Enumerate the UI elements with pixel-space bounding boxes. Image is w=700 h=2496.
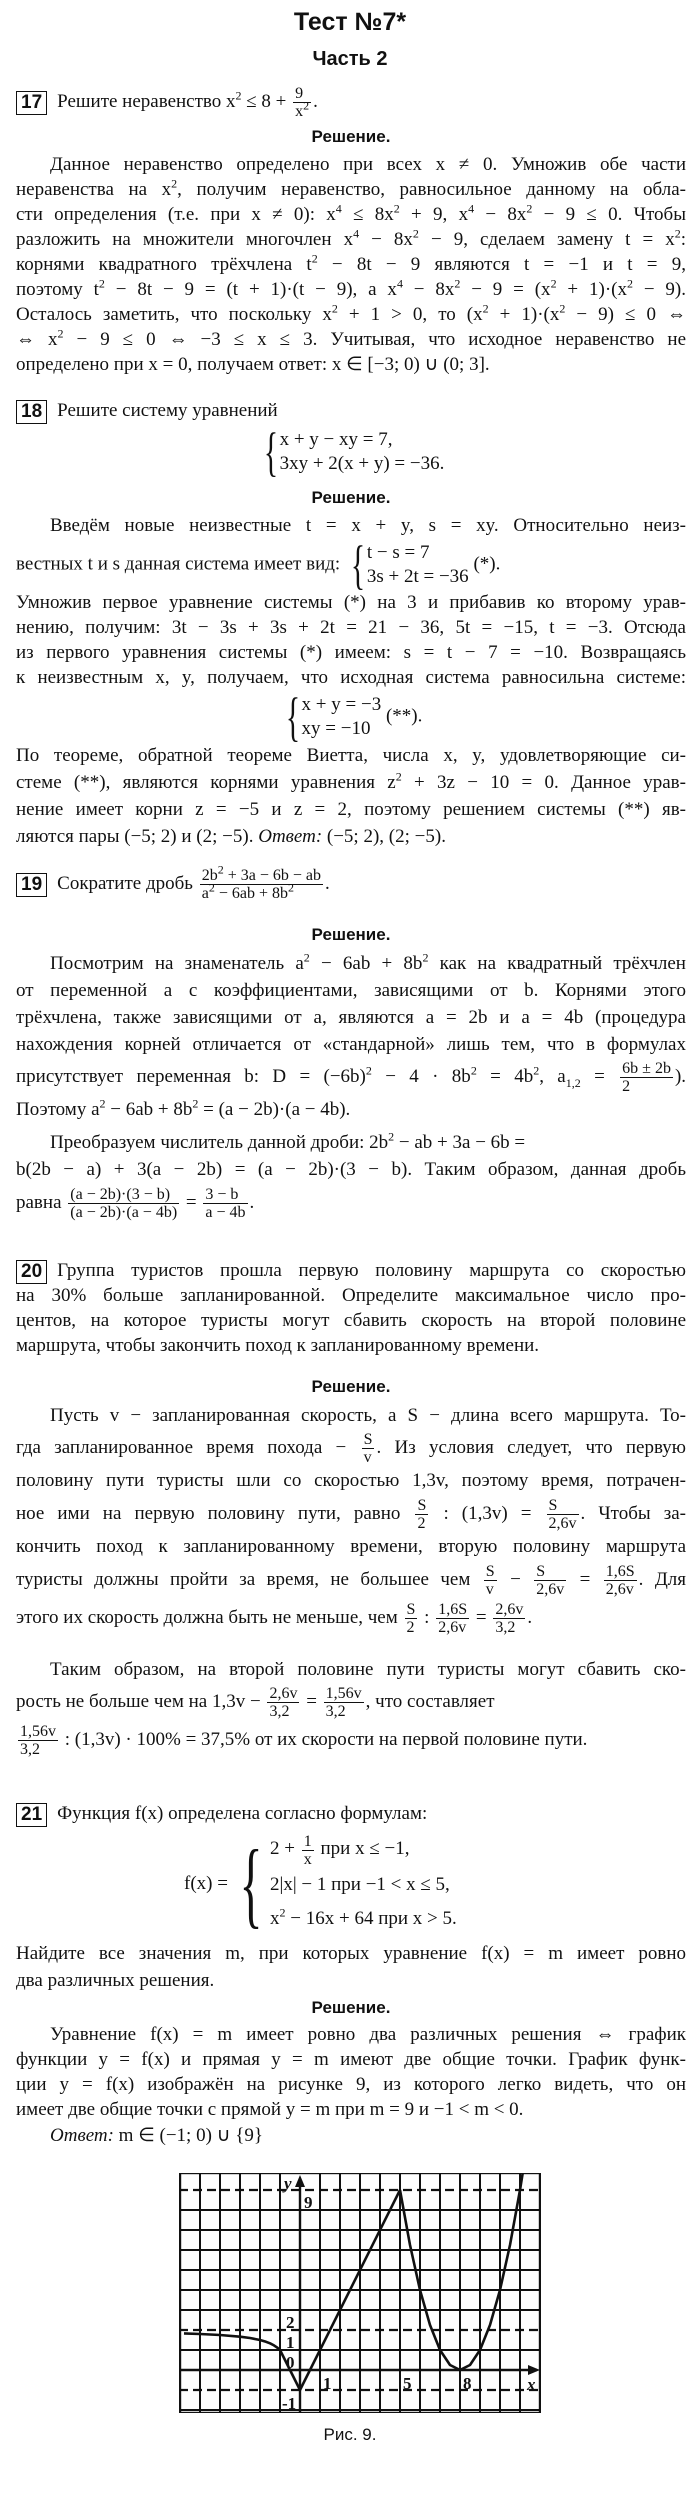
problem-statement: Сократите дробь $\frac{2b^2 + 3a - 6b - ab}{a^2 - 6ab + 8b^2}$ . — [57, 862, 330, 903]
brace-icon: { — [285, 687, 300, 747]
solution-line: $\frac{1,56v}{3,2}$ : (1,3v) · 100% = 37,5% от их скорости на первой половине пути. — [20, 1723, 588, 1759]
x-tick-label: 5 — [403, 2374, 412, 2393]
solution-line: Уравнение f(x) = m имеет ровно два различных решения ⇔ график — [50, 2024, 686, 2045]
solution-line: половину пути туристы шли со скоростью 1,3v, поэтому время, потрачен- — [16, 1470, 686, 1491]
problem-statement-line: на 30% больше запланированной. Определите максимальное число про- — [16, 1285, 686, 1306]
function-curve — [184, 2333, 280, 2350]
question-line: Найдите все значения m, при которых уравнение f(x) = m имеет ровно — [16, 1943, 686, 1964]
problem-17-header — [16, 82, 686, 122]
piecewise-row: 2|x| − 1 при −1 < x ≤ 5, — [270, 1873, 450, 1895]
solution-line: присутствует переменная b: $D = (-6b)^2 - 4 \cdot 8b^2 = 4b^2$, $a_{1,2}$ = $\frac{6b \pm 2b}{2}$ ). — [16, 1060, 687, 1096]
problem-statement: Группа туристов прошла первую половину маршрута со скоростью — [57, 1260, 686, 1281]
system-label: (**). — [385, 705, 423, 727]
solution-heading: Решение. — [311, 488, 391, 507]
problem-21 — [16, 1800, 686, 2150]
solution-line: Поэтому $a^2 - 6ab + 8b^2 = (a - 2b)\cdot(a - 4b)$. — [16, 1096, 351, 1120]
line-text: вестных t и s данная система имеет вид: — [16, 553, 341, 575]
fraction: $\frac{S}{v}$ — [485, 1563, 495, 1599]
solution-line: нению, получим: 3t − 3s + 3s + 2t = 21 − 36, 5t = −15, t = −3. Отсюда — [16, 617, 686, 638]
solution-line: трёхчлена, также зависящими от a, являются a = 2b и a = 4b (процедура — [16, 1007, 686, 1028]
system-row: x + y = −3 — [301, 694, 382, 715]
problem-21-header — [16, 1800, 686, 1828]
solution-line: ляются пары (−5; 2) и (2; −5). Ответ: (−5; 2), (2; −5). — [16, 826, 446, 847]
test-title: Тест №7* — [293, 8, 407, 36]
solution-heading: Решение. — [311, 925, 391, 944]
system-row: 3s + 2t = −36 — [366, 566, 469, 587]
solution-line: нахождения корней отличается от «стандарной» лишь тем, что в формулах — [16, 1034, 686, 1055]
solution-line: Введём новые неизвестные t = x + y, s = xy. Относительно неиз- — [50, 515, 686, 536]
y-tick-label: 0 — [286, 2353, 295, 2372]
solution-line: функции y = f(x) и прямая y = m имеют две общие точки. График функ- — [16, 2049, 686, 2070]
solution-line: Осталось заметить, что поскольку $x^2 + 1 > 0$, то $(x^2 + 1)\cdot(x^2 - 9) \le 0$ ⇔ — [16, 301, 686, 325]
solution-line: гда запланированное время похода − $\frac{S}{v}$ . Из условия следует, что первую — [16, 1431, 686, 1467]
fraction: $\frac{S}{2}$ — [406, 1601, 416, 1637]
solution-line: Преобразуем числитель данной дроби: $2b^2$ − ab + 3a − 6b = — [50, 1129, 526, 1153]
function-curve — [400, 2173, 523, 2370]
fraction: $\frac{9}{x^2}$ — [295, 85, 310, 121]
problem-statement-line: маршрута, чтобы закончить поход к запланированному времени. — [16, 1335, 540, 1356]
y-tick-label: -1 — [282, 2394, 297, 2413]
solution-line: определено при x = 0, получаем ответ: x ∈ [−3; 0) ∪ (0; 3]. — [16, 354, 490, 375]
fraction: $\frac{S}{2,6v}$ — [548, 1497, 577, 1533]
fraction: $\frac{6b \pm 2b}{2}$ — [622, 1060, 671, 1096]
problem-statement: Решите систему уравнений — [57, 400, 278, 421]
equation-system — [16, 422, 686, 483]
problem-number: 21 — [16, 1803, 47, 1827]
problem-statement-line — [16, 1258, 686, 1283]
problem-statement: Решите неравенство $x^2 \le 8$ + $\frac{9}{x^2}$ . — [57, 85, 318, 121]
solution-line: от переменной a с коэффициентами, зависящими от b. Корнями этого — [16, 980, 686, 1001]
problem-statement-line: центов, на которое туристы могут сбавить скорость на второй половине — [16, 1310, 686, 1331]
fraction: $\frac{1,6S}{2,6v}$ — [605, 1563, 635, 1599]
fraction: $\frac{1}{x}$ — [303, 1832, 312, 1868]
fraction: $\frac{3 - b}{a - 4b}$ — [205, 1186, 246, 1222]
y-tick-label: 1 — [286, 2333, 295, 2352]
piecewise-function — [16, 1828, 686, 1940]
solution-line: По теореме, обратной теореме Виетта, числа x, y, удовлетворяющие си- — [16, 745, 686, 766]
solution-line: к неизвестным x, y, получаем, что исходная система равносильна системе: — [16, 667, 686, 688]
solution-line: имеет две общие точки с прямой y = m при m = 9 и −1 < m < 0. — [16, 2099, 524, 2120]
solution-heading: Решение. — [311, 127, 391, 146]
brace-icon: { — [350, 535, 366, 595]
solution-line: туристы должны пройти за время, не большее чем $\frac{S}{v}$ − $\frac{S}{2,6v}$ = $\frac{1,6S}{2,6v}$ . Для — [16, 1563, 686, 1599]
solution-line: Данное неравенство определено при всех x ≠ 0. Умножив обе части — [50, 154, 686, 175]
fraction: $\frac{1,56v}{3,2}$ — [325, 1685, 362, 1721]
problem-19-header — [16, 862, 686, 920]
solution-line: ции y = f(x) изображён на рисунке 9, из которого легко видеть, что он — [16, 2074, 686, 2095]
problem-17 — [16, 82, 686, 377]
system-label: (*). — [473, 553, 501, 575]
system-row: x + y − xy = 7, — [279, 429, 393, 450]
function-graph — [179, 2173, 541, 2413]
fraction: $\frac{(a - 2b)\cdot(3 - b)}{(a - 2b)\cdot(a - 4b)}$ — [70, 1186, 178, 1222]
piecewise-row: 2 + $\frac{1}{x}$ при x ≤ −1, — [270, 1832, 410, 1868]
x-tick-label: 8 — [463, 2374, 472, 2393]
problem-20 — [16, 1258, 686, 1760]
fraction: $\frac{1,6S}{2,6v}$ — [438, 1601, 468, 1637]
solution-line: Умножив первое уравнение системы (*) на 3 и прибавив ко второму урав- — [16, 592, 686, 613]
brace-icon: { — [263, 422, 278, 482]
problem-18-header — [16, 397, 686, 425]
y-tick-label: 2 — [286, 2313, 295, 2332]
problem-number: 17 — [16, 91, 47, 115]
answer-line: Ответ: m ∈ (−1; 0) ∪ {9} — [50, 2125, 264, 2146]
fraction: $\frac{2,6v}{3,2}$ — [495, 1601, 524, 1637]
solution-line: сти определения (т.е. при x ≠ 0): $x^4 \le 8x^2 + 9$, $x^4 - 8x^2 - 9 \le 0$. Чтобы — [16, 201, 686, 225]
piecewise-row: $x^2 - 16x + 64$ при x > 5. — [270, 1905, 457, 1929]
system-row: 3xy + 2(x + y) = −36. — [279, 453, 445, 474]
fraction: $\frac{2,6v}{3,2}$ — [269, 1685, 298, 1721]
system-row: xy = −10 — [301, 718, 371, 739]
solution-line: стеме (**), являются корнями уравнения $z^2 + 3z - 10 = 0$. Данное урав- — [16, 769, 686, 793]
fraction: $\frac{S}{v}$ — [363, 1431, 373, 1467]
fraction: $\frac{S}{2}$ — [417, 1497, 427, 1533]
solution-line: поэтому $t^2 - 8t - 9 = (t + 1)\cdot(t - 9)$, а $x^4 - 8x^2 - 9 = (x^2 + 1)\cdot(x^2 - 9)$. — [16, 276, 686, 300]
solution-line: из первого уравнения системы (*) имеем: s = t − 7 = −10. Возвращаясь — [16, 642, 686, 663]
problem-19 — [16, 862, 686, 1223]
equation-system — [16, 687, 686, 747]
part-title: Часть 2 — [312, 48, 388, 70]
solution-heading: Решение. — [311, 1998, 391, 2017]
solution-line: ⇔ $x^2 - 9 \le 0$ ⇔ −3 ≤ x ≤ 3. Учитывая, что исходное неравенство не — [16, 326, 687, 350]
problem-number: 18 — [16, 400, 47, 424]
solution-heading: Решение. — [311, 1377, 391, 1396]
x-tick-label: 1 — [323, 2374, 332, 2393]
solution-line: Таким образом, на второй половине пути туристы могут сбавить ско- — [50, 1659, 686, 1680]
y-tick-label: 9 — [304, 2193, 313, 2212]
fraction: $\frac{S}{2,6v}$ — [536, 1563, 565, 1599]
solution-line: разложить на множители многочлен $x^4 - 8x^2 - 9$, сделаем замену $t = x^2$: — [16, 226, 687, 250]
solution-line: неравенства на $x^2$, получим неравенство, равносильное данному на обла- — [16, 176, 686, 200]
piecewise-lhs: f(x) = — [184, 1873, 228, 1894]
solution-line: Посмотрим на знаменатель $a^2 - 6ab + 8b^2$ как на квадратный трёхчлен — [50, 950, 686, 974]
brace-icon: { — [239, 1830, 263, 1937]
problem-18 — [16, 397, 686, 850]
solution-line — [16, 535, 686, 595]
system-row: t − s = 7 — [366, 542, 430, 563]
solution-line: нение имеет корни z = −5 и z = 2, поэтому решением системы (**) яв- — [16, 799, 686, 820]
solution-line: b(2b − a) + 3(a − 2b) = (a − 2b)·(3 − b). Таким образом, данная дробь — [16, 1159, 686, 1180]
x-axis-label: x — [527, 2375, 536, 2394]
solution-line: Пусть v − запланированная скорость, а S − длина всего маршрута. То- — [50, 1405, 686, 1426]
solution-line: ное ими на первую половину пути, равно $\frac{S}{2}$ : (1,3v) = $\frac{S}{2,6v}$ . Чтобы за- — [16, 1497, 686, 1533]
solution-line: равна $\frac{(a - 2b)\cdot(3 - b)}{(a - 2b)\cdot(a - 4b)}$ = $\frac{3 - b}{a - 4b}$ . — [16, 1186, 255, 1222]
solution-line: этого их скорость должна быть не меньше, чем $\frac{S}{2}$ : $\frac{1,6S}{2,6v}$ = $\frac{2,6v}{3,2}$ . — [16, 1601, 533, 1637]
question-line: два различных решения. — [16, 1970, 215, 1991]
x-axis-arrow-icon — [528, 2365, 540, 2375]
solution-line: кончить поход к запланированному времени, вторую половину маршрута — [16, 1536, 686, 1557]
y-axis-arrow-icon — [295, 2175, 305, 2187]
y-axis-label: y — [284, 2174, 292, 2193]
fraction: $\frac{2b^2 + 3a - 6b - ab}{a^2 - 6ab + 8b^2}$ — [201, 862, 321, 903]
problem-number: 20 — [16, 1260, 47, 1284]
solution-line: корнями квадратного трёхчлена $t^2 - 8t - 9$ являются t = −1 и t = 9, — [16, 251, 686, 275]
fraction: $\frac{1,56v}{3,2}$ — [20, 1723, 56, 1759]
problem-number: 19 — [16, 873, 47, 897]
problem-statement: Функция f(x) определена согласно формулам: — [57, 1803, 428, 1824]
solution-line: рость не больше чем на 1,3v − $\frac{2,6v}{3,2}$ = $\frac{1,56v}{3,2}$ , что составляет — [16, 1685, 495, 1721]
figure-caption: Рис. 9. — [323, 2425, 377, 2444]
